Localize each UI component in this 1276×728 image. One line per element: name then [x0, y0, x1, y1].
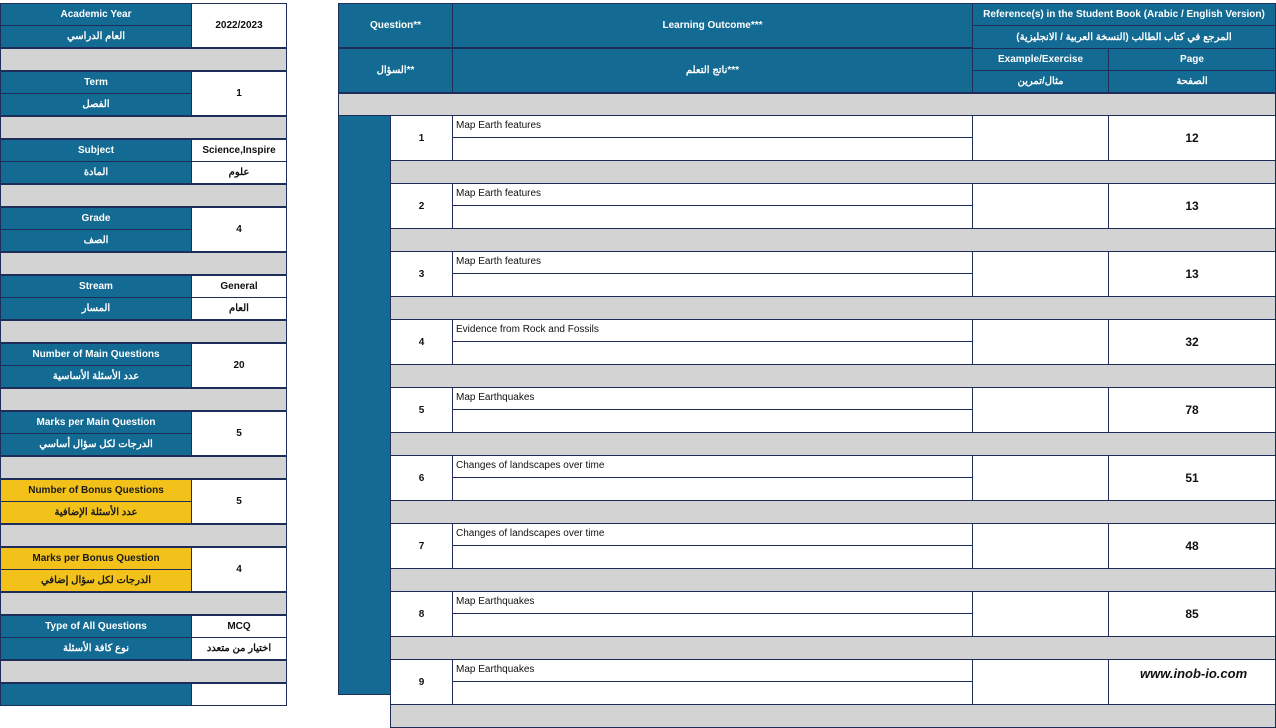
info-value: 20	[191, 343, 287, 388]
learning-outcome-extra	[452, 341, 973, 365]
separator	[338, 93, 1276, 116]
header-example-ar: مثال/تمرين	[972, 70, 1109, 93]
learning-outcome: Evidence from Rock and Fossils	[452, 319, 973, 342]
separator	[390, 296, 1276, 320]
learning-outcome-extra	[452, 273, 973, 297]
learning-outcome: Map Earth features	[452, 183, 973, 206]
separator	[390, 500, 1276, 524]
header-outcome-en: Learning Outcome***	[452, 3, 973, 48]
separator	[0, 592, 287, 615]
example-exercise	[972, 523, 1109, 569]
separator	[0, 388, 287, 411]
info-label-ar: المادة	[0, 161, 192, 184]
info-label-en	[0, 683, 192, 706]
info-value-ar: علوم	[191, 161, 287, 184]
header-reference-en: Reference(s) in the Student Book (Arabic / English Version)	[972, 3, 1276, 26]
info-value: MCQ	[191, 615, 287, 638]
separator	[0, 116, 287, 139]
page-number: 32	[1108, 319, 1276, 365]
info-label-ar: العام الدراسي	[0, 25, 192, 48]
info-label-ar: الدرجات لكل سؤال إضافي	[0, 569, 192, 592]
info-value: 5	[191, 411, 287, 456]
info-value: Science,Inspire	[191, 139, 287, 162]
question-number: 1	[390, 115, 453, 161]
info-label-ar: الصف	[0, 229, 192, 252]
info-label-ar: عدد الأسئلة الإضافية	[0, 501, 192, 524]
page-number: 48	[1108, 523, 1276, 569]
info-value: 4	[191, 547, 287, 592]
example-exercise	[972, 591, 1109, 637]
info-label-en: Subject	[0, 139, 192, 162]
learning-outcome-extra	[452, 409, 973, 433]
separator	[390, 568, 1276, 592]
question-number: 6	[390, 455, 453, 501]
info-value: 4	[191, 207, 287, 252]
header-question-en: Question**	[338, 3, 453, 48]
learning-outcome-extra	[452, 613, 973, 637]
watermark: www.inob-io.com	[1140, 666, 1248, 681]
info-label-en: Number of Main Questions	[0, 343, 192, 366]
separator	[0, 660, 287, 683]
question-number: 4	[390, 319, 453, 365]
learning-outcome-extra	[452, 681, 973, 705]
learning-outcome: Map Earth features	[452, 251, 973, 274]
question-number: 9	[390, 659, 453, 705]
learning-outcome: Map Earthquakes	[452, 591, 973, 614]
page-number: 51	[1108, 455, 1276, 501]
info-value	[191, 683, 287, 706]
separator	[390, 160, 1276, 184]
separator	[390, 636, 1276, 660]
info-label-ar: عدد الأسئلة الأساسية	[0, 365, 192, 388]
info-label-ar: المسار	[0, 297, 192, 320]
example-exercise	[972, 659, 1109, 705]
learning-outcome: Map Earth features	[452, 115, 973, 138]
header-question-ar: السؤال**	[338, 48, 453, 93]
question-number: 7	[390, 523, 453, 569]
separator	[0, 48, 287, 71]
info-value-ar: اختيار من متعدد	[191, 637, 287, 660]
info-value: 5	[191, 479, 287, 524]
learning-outcome-extra	[452, 205, 973, 229]
info-label-en: Academic Year	[0, 3, 192, 26]
learning-outcome: Changes of landscapes over time	[452, 523, 973, 546]
info-label-ar: نوع كافة الأسئلة	[0, 637, 192, 660]
separator	[0, 524, 287, 547]
header-reference-ar: المرجع في كتاب الطالب (النسخة العربية / الانجليزية)	[972, 25, 1276, 49]
example-exercise	[972, 455, 1109, 501]
separator	[390, 228, 1276, 252]
info-label-en: Number of Bonus Questions	[0, 479, 192, 502]
learning-outcome: Changes of landscapes over time	[452, 455, 973, 478]
page-number: 12	[1108, 115, 1276, 161]
info-value: 1	[191, 71, 287, 116]
info-label-ar: الدرجات لكل سؤال أساسي	[0, 433, 192, 456]
header-page-en: Page	[1108, 48, 1276, 71]
info-label-en: Term	[0, 71, 192, 94]
example-exercise	[972, 115, 1109, 161]
example-exercise	[972, 387, 1109, 433]
question-number: 2	[390, 183, 453, 229]
example-exercise	[972, 183, 1109, 229]
question-group-column	[338, 115, 391, 695]
info-label-en: Marks per Bonus Question	[0, 547, 192, 570]
info-label-en: Grade	[0, 207, 192, 230]
info-value: General	[191, 275, 287, 298]
info-label-ar: الفصل	[0, 93, 192, 116]
separator	[390, 704, 1276, 728]
separator	[0, 184, 287, 207]
learning-outcome: Map Earthquakes	[452, 387, 973, 410]
page-number: 13	[1108, 183, 1276, 229]
separator	[390, 432, 1276, 456]
question-number: 3	[390, 251, 453, 297]
header-example-en: Example/Exercise	[972, 48, 1109, 71]
info-value: 2022/2023	[191, 3, 287, 48]
question-number: 5	[390, 387, 453, 433]
separator	[0, 252, 287, 275]
info-label-en: Type of All Questions	[0, 615, 192, 638]
separator	[0, 320, 287, 343]
header-outcome-ar: ناتج التعلم***	[452, 48, 973, 93]
separator	[390, 364, 1276, 388]
question-number: 8	[390, 591, 453, 637]
info-value-ar: العام	[191, 297, 287, 320]
info-label-en: Marks per Main Question	[0, 411, 192, 434]
info-label-en: Stream	[0, 275, 192, 298]
separator	[0, 456, 287, 479]
example-exercise	[972, 251, 1109, 297]
learning-outcome-extra	[452, 477, 973, 501]
learning-outcome-extra	[452, 545, 973, 569]
learning-outcome: Map Earthquakes	[452, 659, 973, 682]
page-number: 13	[1108, 251, 1276, 297]
header-page-ar: الصفحة	[1108, 70, 1276, 93]
learning-outcome-extra	[452, 137, 973, 161]
page-number: 78	[1108, 387, 1276, 433]
example-exercise	[972, 319, 1109, 365]
page-number: 85	[1108, 591, 1276, 637]
